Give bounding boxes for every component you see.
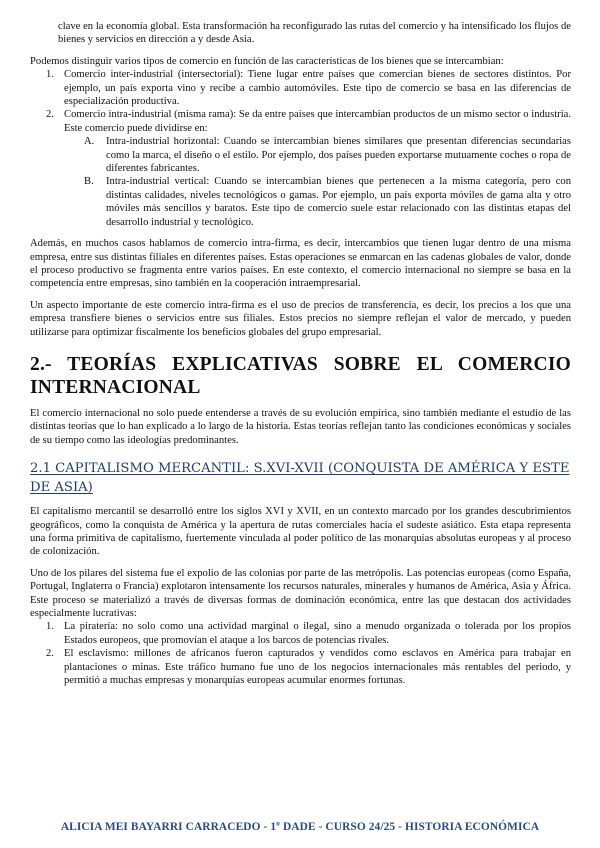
expolio-paragraph: Uno de los pilares del sistema fue el expolio de las colonias por parte de las metrópolis. Las potencias europeas (como España, Portugal, Inglaterra o Francia) explotaron intensamente los recursos naturales, minerales y humanos de América, Asia y África. Este proceso se materializó a través de diversas formas de dominación económica, entre las que destacan dos actividades especialmente lucrativas: <box>30 567 571 619</box>
intra-industry-list <box>30 135 571 229</box>
activities-list <box>30 620 571 687</box>
list-item <box>30 108 571 135</box>
section-intro: El comercio internacional no solo puede entenderse a través de su evolución empírica, sino también mediante el estudio de las distintas teorías que lo han explicado a lo largo de la historia. Estas teorías reflejan tanto las condiciones económicas y sociales de su tiempo como las ideologías predominantes. <box>30 407 571 446</box>
page-content <box>30 20 571 687</box>
intro-continuation: clave en la economía global. Esta transformación ha reconfigurado las rutas del comercio y ha intensificado los flujos de bienes y servicios en dirección a y desde Asia. <box>58 21 571 46</box>
list-marker: 1. <box>46 69 54 81</box>
list-item <box>30 135 571 175</box>
list-item <box>30 647 571 687</box>
list-item-text: Intra-industrial horizontal: Cuando se intercambian bienes similares que presentan diferencias secundarias como la marca, el diseño o el estilo. Por ejemplo, dos países pueden exportarse mutuamente coches o ropa de diferentes fabricantes. <box>106 136 571 175</box>
section-heading: 2.- TEORÍAS EXPLICATIVAS SOBRE EL COMERCIO INTERNACIONAL <box>30 353 571 398</box>
list-item <box>30 175 571 229</box>
list-item-text: La piratería: no solo como una actividad marginal o ilegal, sino a menudo organizada o tolerada por los propios Estados europeos, que promovían el ataque a los barcos de potencias rivales. <box>64 621 571 646</box>
list-marker: B. <box>84 176 94 188</box>
page-footer: ALICIA MEI BAYARRI CARRACEDO - 1º DADE - CURSO 24/25 - HISTORIA ECONÓMICA <box>60 821 540 833</box>
intra-firm-paragraph: Además, en muchos casos hablamos de comercio intra-firma, es decir, intercambios que tienen lugar dentro de una misma empresa, entre sus distintas filiales en diferentes países. Estas operaciones se enmarcan en las cadenas globales de valor, donde el proceso productivo se fragmenta entre varios países. En este contexto, el comercio internacional no siempre se basa en la competencia entre empresas, sino también en la cooperación intraempresarial. <box>30 238 571 290</box>
types-intro: Podemos distinguir varios tipos de comercio en función de las características de los bienes que se intercambian: <box>30 55 504 67</box>
list-item-text: Comercio intra-industrial (misma rama): Se da entre países que intercambian productos de un mismo sector o industria. Este comercio puede dividirse en: <box>64 109 571 134</box>
list-marker: 2. <box>46 648 54 660</box>
list-item-text: Comercio inter-industrial (intersectorial): Tiene lugar entre países que comercian bienes de sectores distintos. Por ejemplo, un país exporta vino y recibe a cambio automóviles. Este tipo de comercio se basa en las diferencias de especialización productiva. <box>64 69 571 108</box>
mercantil-paragraph: El capitalismo mercantil se desarrolló entre los siglos XVI y XVII, en un contexto marcado por los grandes descubrimientos geográficos, como la conquista de América y la apertura de rutas comerciales hacia el sudeste asiático. Esta etapa representa una forma primitiva de capitalismo, fuertemente vinculada al poder político de las monarquías absolutas europeas y al proceso de colonización. <box>30 506 571 558</box>
list-item <box>30 68 571 108</box>
trade-types-list <box>30 68 571 135</box>
list-item-text: El esclavismo: millones de africanos fueron capturados y vendidos como esclavos en América para trabajar en plantaciones o minas. Este tráfico humano fue uno de los negocios internacionales más rentables del periodo, y permitió a muchas empresas y monarquías europeas acumular enormes fortunas. <box>64 648 571 687</box>
list-marker: 2. <box>46 109 54 121</box>
list-item-text: Intra-industrial vertical: Cuando se intercambian bienes que pertenecen a la misma categoría, pero con distintas calidades, niveles tecnológicos o gamas. Por ejemplo, un país exporta móviles de gama alta y otro móviles más sencillos y baratos. Este tipo de comercio suele estar relacionado con las distintas etapas del desarrollo industrial y tecnológico. <box>106 176 571 228</box>
list-marker: A. <box>84 136 95 148</box>
list-item <box>30 620 571 647</box>
subsection-heading: 2.1 CAPITALISMO MERCANTIL: S.XVI-XVII (CONQUISTA DE AMÉRICA Y ESTE DE ASIA) <box>30 461 570 496</box>
transfer-pricing-paragraph: Un aspecto importante de este comercio intra-firma es el uso de precios de transferencia, es decir, los precios a los que una empresa transfiere bienes o servicios entre sus filiales. Estos precios no siempre reflejan el valor de mercado, y pueden utilizarse para optimizar fiscalmente los beneficios globales del grupo empresarial. <box>30 299 571 338</box>
list-marker: 1. <box>46 621 54 633</box>
